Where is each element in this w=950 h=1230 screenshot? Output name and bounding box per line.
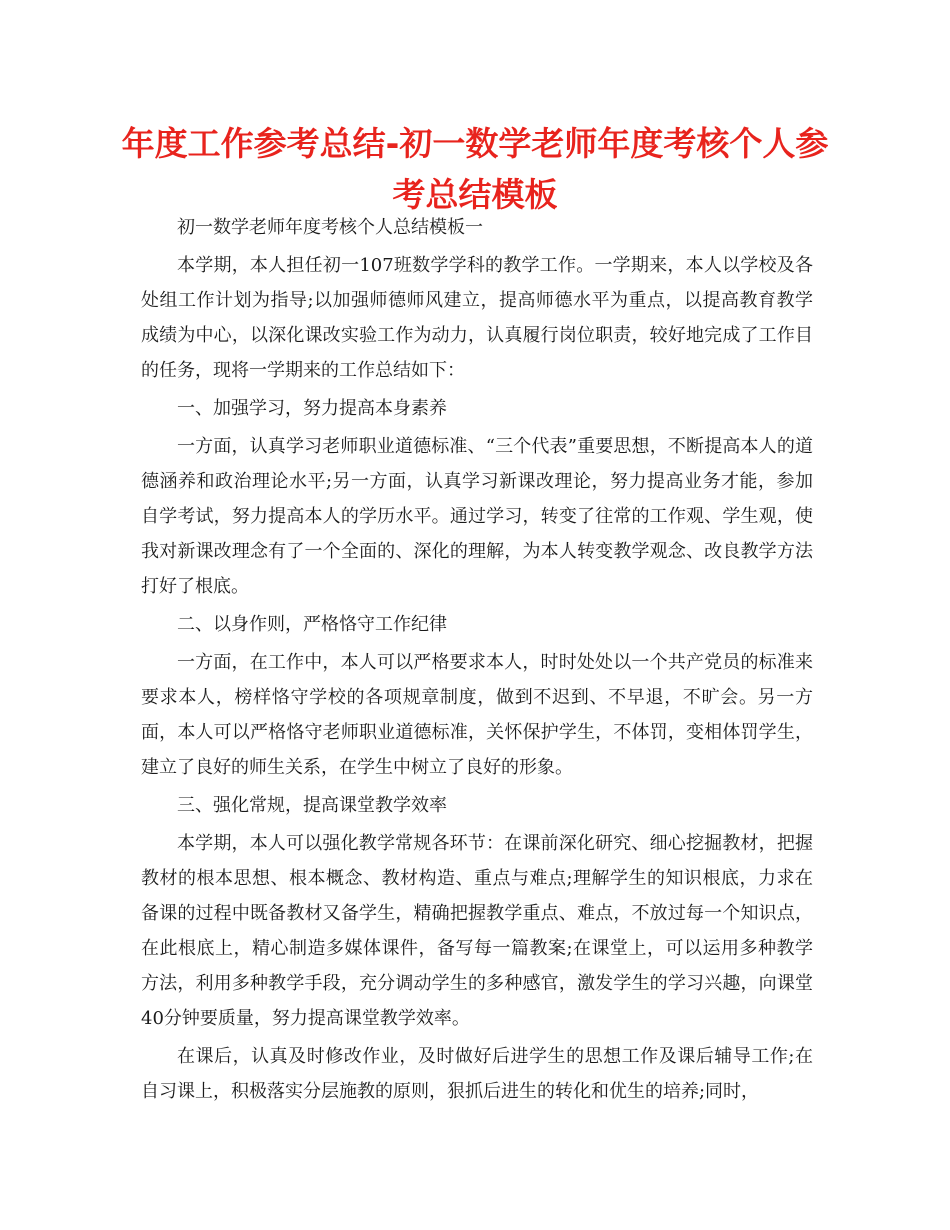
intro-paragraph: 本学期，本人担任初一107班数学学科的教学工作。一学期来，本人以学校及各处组工作计划为指导;以加强师德师风建立，提高师德水平为重点，以提高教育教学成绩为中心，以深化课改实验工作为动力，认真履行岗位职责，较好地完成了工作目的任务，现将一学期来的工作总结如下： — [141, 255, 813, 381]
section-heading-2: 二、以身作则，严格恪守工作纪律 — [177, 614, 447, 635]
section-heading-3: 三、强化常规，提高课堂教学效率 — [177, 795, 447, 816]
subtitle-paragraph: 初一数学老师年度考核个人总结模板一 — [177, 217, 483, 238]
section-paragraph-2: 一方面，在工作中，本人可以严格要求本人，时时处处以一个共产党员的标准来要求本人，榜样恪守学校的各项规章制度，做到不迟到、不早退，不旷会。另一方面，本人可以严格恪守老师职业道德标准，关怀保护学生，不体罚，变相体罚学生，建立了良好的师生关系，在学生中树立了良好的形象。 — [141, 652, 813, 778]
document-body — [141, 210, 813, 1112]
section-paragraph-4: 在课后，认真及时修改作业，及时做好后进学生的思想工作及课后辅导工作;在自习课上，积极落实分层施教的原则，狠抓后进生的转化和优生的培养;同时， — [141, 1046, 813, 1102]
section-paragraph-1: 一方面，认真学习老师职业道德标准、“三个代表”重要思想，不断提高本人的道德涵养和政治理论水平;另一方面，认真学习新课改理论，努力提高业务才能，参加自学考试，努力提高本人的学历水平。通过学习，转变了往常的工作观、学生观，使我对新课改理念有了一个全面的、深化的理解，为本人转变教学观念、改良教学方法打好了根底。 — [141, 436, 813, 597]
section-paragraph-3: 本学期，本人可以强化教学常规各环节：在课前深化研究、细心挖掘教材，把握教材的根本思想、根本概念、教材构造、重点与难点;理解学生的知识根底，力求在备课的过程中既备教材又备学生，精确把握教学重点、难点，不放过每一个知识点，在此根底上，精心制造多媒体课件，备写每一篇教案;在课堂上，可以运用多种教学方法，利用多种教学手段，充分调动学生的多种感官，激发学生的学习兴趣，向课堂40分钟要质量，努力提高课堂教学效率。 — [141, 833, 813, 1029]
document-title: 年度工作参考总结-初一数学老师年度考核个人参考总结模板 — [121, 124, 829, 214]
section-heading-1: 一、加强学习，努力提高本身素养 — [177, 398, 447, 419]
